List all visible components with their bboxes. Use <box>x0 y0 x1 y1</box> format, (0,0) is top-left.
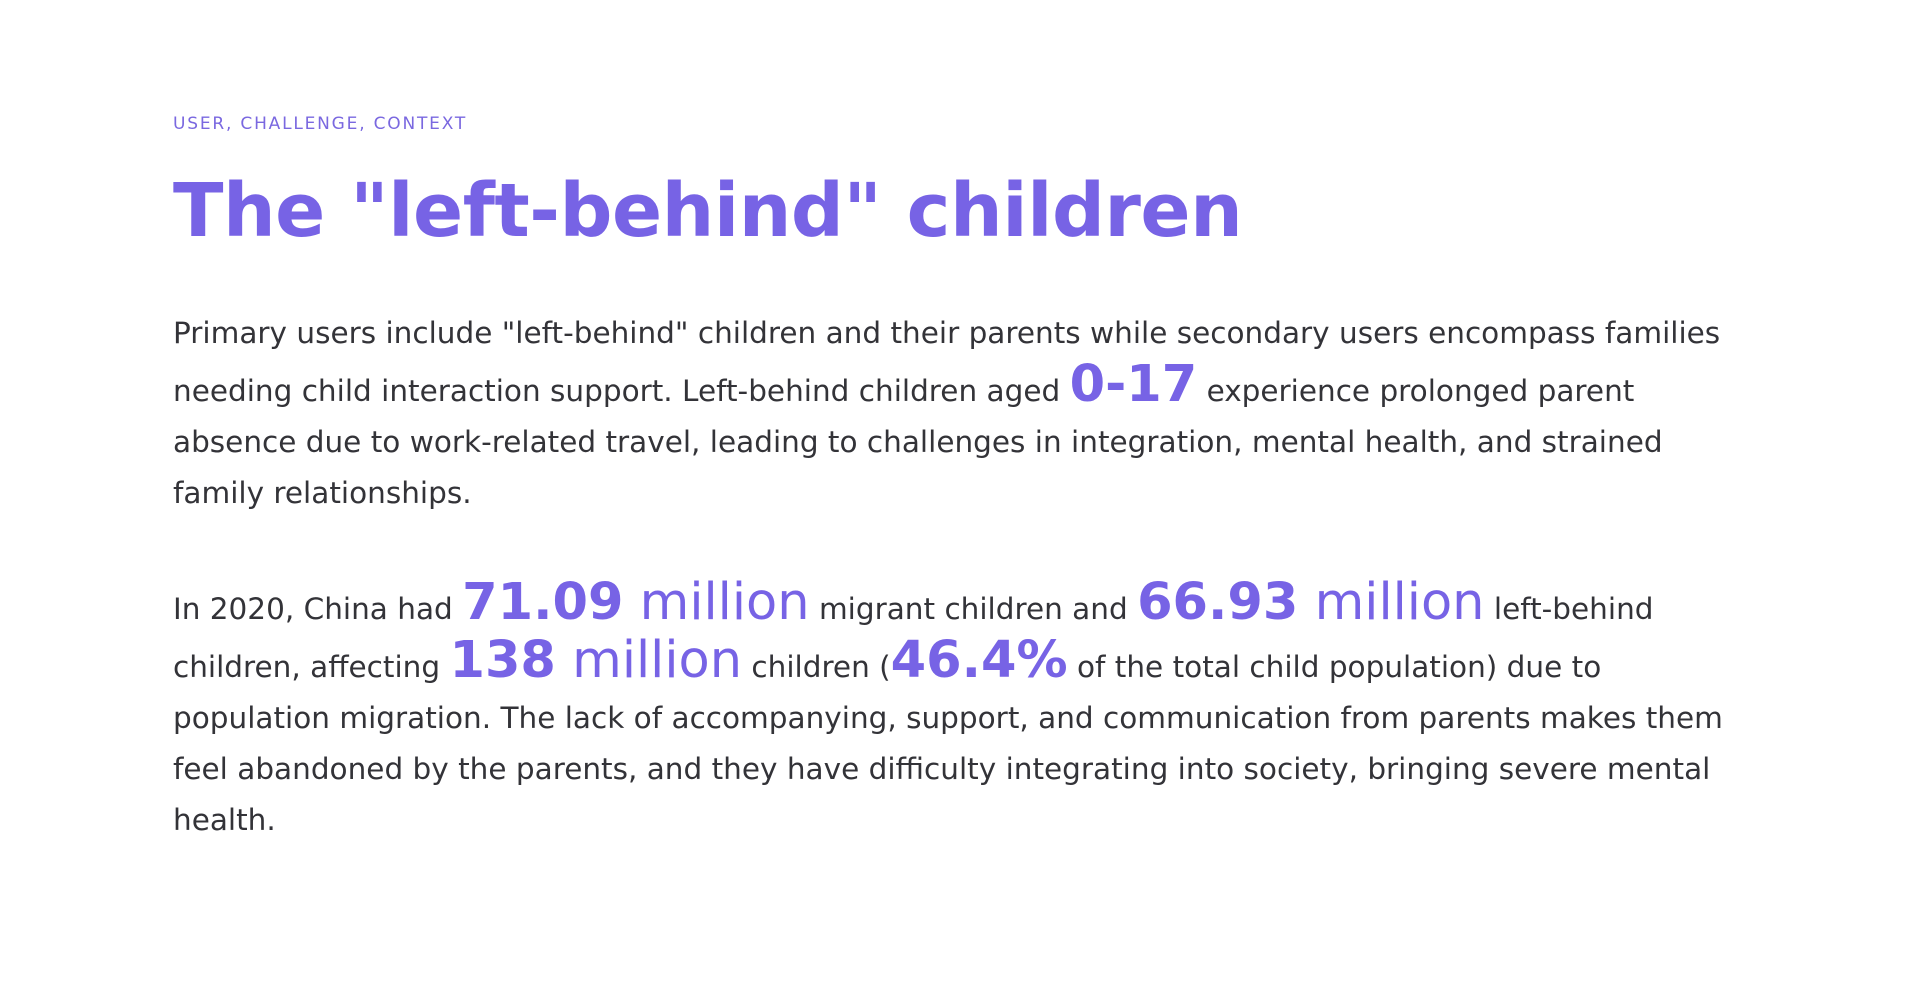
page-title: The "left-behind" children <box>173 168 1243 254</box>
paragraph-text: migrant children and <box>809 592 1138 626</box>
paragraph-text: In 2020, China had <box>173 592 463 626</box>
stat-total-unit: million <box>555 631 743 690</box>
paragraph-statistics <box>173 573 1733 846</box>
stat-migrant-unit: million <box>623 573 810 632</box>
stat-leftbehind-value: 66.93 <box>1137 573 1299 632</box>
highlight-age-range: 0-17 <box>1069 355 1198 414</box>
stat-total-value: 138 <box>449 631 556 690</box>
paragraph-text: children ( <box>742 650 891 684</box>
stat-leftbehind-unit: million <box>1298 573 1485 632</box>
paragraph-text: Primary users include "left-behind" children and their parents while secondary users encompass families needing child interaction support. Left-behind children aged <box>173 316 1721 408</box>
section-eyebrow: USER, CHALLENGE, CONTEXT <box>173 114 468 134</box>
paragraph-text: experience prolonged parent absence due to work-related travel, leading to challenges in integration, mental health, and strained family relationships. <box>173 374 1663 510</box>
content-section <box>173 112 1733 846</box>
paragraph-text: left-behind children, affecting <box>173 592 1654 684</box>
paragraph-users <box>173 308 1733 519</box>
paragraph-text: of the total child population) due to population migration. The lack of accompanying, support, and communication from parents makes them feel abandoned by the parents, and they have difficulty integrating into society, bringing severe mental health. <box>173 650 1723 837</box>
stat-percent: 46.4% <box>890 631 1068 690</box>
stat-migrant-value: 71.09 <box>462 573 624 632</box>
